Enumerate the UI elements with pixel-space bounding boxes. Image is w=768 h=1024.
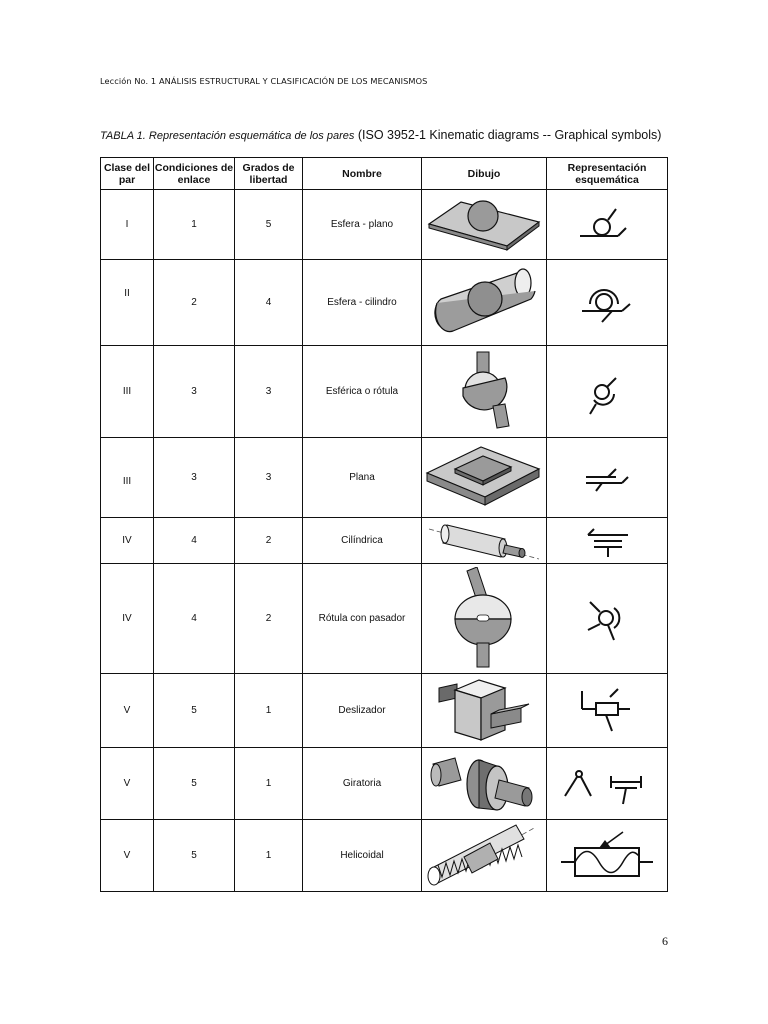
table-row bbox=[101, 346, 668, 438]
cell-nombre: Esfera - cilindro bbox=[303, 260, 422, 346]
table-row bbox=[101, 260, 668, 346]
cell-condiciones: 4 bbox=[154, 518, 235, 564]
revolute-joint-drawing bbox=[422, 748, 547, 820]
table-row bbox=[101, 674, 668, 748]
table-row bbox=[101, 190, 668, 260]
table-row bbox=[101, 820, 668, 892]
header-clase: Clase del par bbox=[101, 158, 154, 190]
header-nombre: Nombre bbox=[303, 158, 422, 190]
cell-clase: III bbox=[101, 438, 154, 518]
planar-joint-symbol-icon bbox=[547, 438, 668, 518]
sphere-on-plane-drawing bbox=[422, 190, 547, 260]
cell-clase: V bbox=[101, 748, 154, 820]
cell-condiciones: 4 bbox=[154, 564, 235, 674]
ball-joint-with-pin-symbol-icon bbox=[547, 564, 668, 674]
cell-condiciones: 2 bbox=[154, 260, 235, 346]
caption-italic: TABLA 1. Representación esquemática de los pares bbox=[100, 130, 355, 142]
cell-nombre: Plana bbox=[303, 438, 422, 518]
caption-standard: (ISO 3952-1 Kinematic diagrams -- Graphical symbols) bbox=[354, 128, 662, 142]
cell-grados: 1 bbox=[235, 820, 303, 892]
cell-clase: V bbox=[101, 820, 154, 892]
cell-grados: 2 bbox=[235, 518, 303, 564]
cell-grados: 2 bbox=[235, 564, 303, 674]
cell-grados: 3 bbox=[235, 346, 303, 438]
cell-nombre: Deslizador bbox=[303, 674, 422, 748]
cell-nombre: Helicoidal bbox=[303, 820, 422, 892]
document-header: Lección No. 1 ANÁLISIS ESTRUCTURAL Y CLASIFICACIÓN DE LOS MECANISMOS bbox=[100, 76, 428, 86]
cell-clase: IV bbox=[101, 564, 154, 674]
cell-clase: II bbox=[101, 260, 154, 346]
sphere-in-cylinder-symbol-icon bbox=[547, 260, 668, 346]
cell-condiciones: 3 bbox=[154, 438, 235, 518]
cell-clase: I bbox=[101, 190, 154, 260]
header-condiciones: Condiciones de enlace bbox=[154, 158, 235, 190]
table-row bbox=[101, 518, 668, 564]
cell-grados: 1 bbox=[235, 748, 303, 820]
cell-nombre: Cilíndrica bbox=[303, 518, 422, 564]
cell-clase: III bbox=[101, 346, 154, 438]
cell-clase: IV bbox=[101, 518, 154, 564]
table-row bbox=[101, 438, 668, 518]
header-representacion: Representación esquemática bbox=[547, 158, 668, 190]
helical-joint-symbol-icon bbox=[547, 820, 668, 892]
planar-joint-drawing bbox=[422, 438, 547, 518]
cylindrical-joint-drawing bbox=[422, 518, 547, 564]
sphere-on-plane-symbol-icon bbox=[547, 190, 668, 260]
cell-grados: 3 bbox=[235, 438, 303, 518]
cell-nombre: Esfera - plano bbox=[303, 190, 422, 260]
revolute-joint-symbol-icon bbox=[547, 748, 668, 820]
cell-condiciones: 5 bbox=[154, 674, 235, 748]
table-header-row bbox=[101, 158, 668, 190]
header-grados: Grados de libertad bbox=[235, 158, 303, 190]
cell-grados: 1 bbox=[235, 674, 303, 748]
page-number: 6 bbox=[662, 934, 668, 948]
kinematic-pairs-table bbox=[100, 157, 668, 892]
cell-grados: 5 bbox=[235, 190, 303, 260]
cell-nombre: Rótula con pasador bbox=[303, 564, 422, 674]
sphere-in-cylinder-drawing bbox=[422, 260, 547, 346]
table-row bbox=[101, 564, 668, 674]
ball-joint-drawing bbox=[422, 346, 547, 438]
header-dibujo: Dibujo bbox=[422, 158, 547, 190]
cell-clase: V bbox=[101, 674, 154, 748]
cell-condiciones: 5 bbox=[154, 820, 235, 892]
cell-condiciones: 5 bbox=[154, 748, 235, 820]
cell-nombre: Giratoria bbox=[303, 748, 422, 820]
slider-joint-symbol-icon bbox=[547, 674, 668, 748]
table-row bbox=[101, 748, 668, 820]
ball-joint-symbol-icon bbox=[547, 346, 668, 438]
ball-joint-with-pin-drawing bbox=[422, 564, 547, 674]
cell-condiciones: 1 bbox=[154, 190, 235, 260]
helical-joint-drawing bbox=[422, 820, 547, 892]
cell-nombre: Esférica o rótula bbox=[303, 346, 422, 438]
table-caption bbox=[100, 128, 661, 142]
cell-condiciones: 3 bbox=[154, 346, 235, 438]
slider-joint-drawing bbox=[422, 674, 547, 748]
cylindrical-joint-symbol-icon bbox=[547, 518, 668, 564]
cell-grados: 4 bbox=[235, 260, 303, 346]
